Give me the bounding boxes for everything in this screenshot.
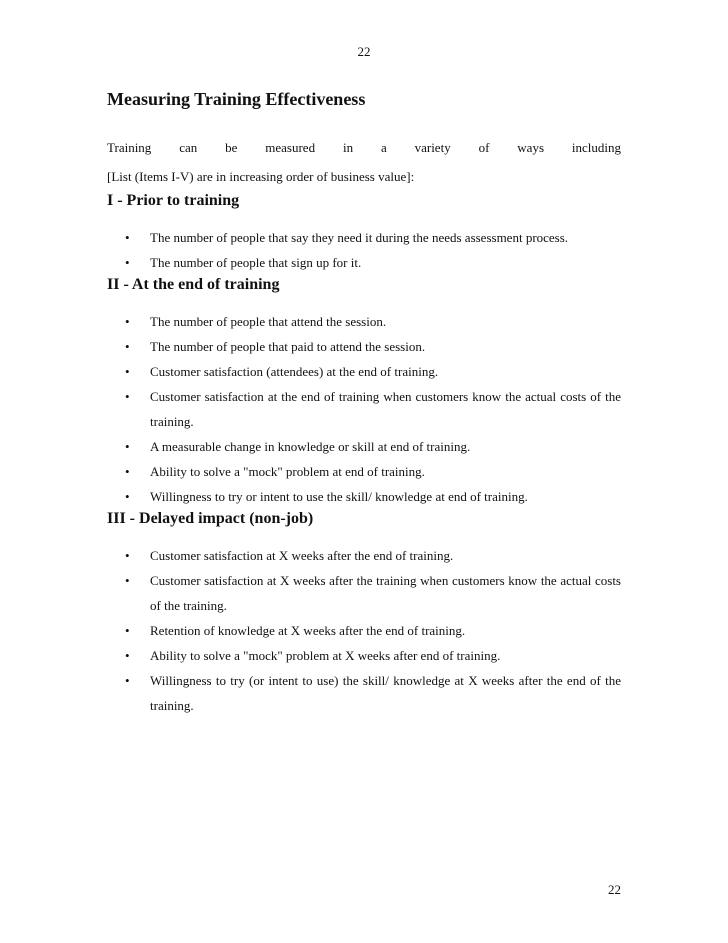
section-heading-delayed: III - Delayed impact (non-job) bbox=[107, 510, 314, 527]
bullet-icon: • bbox=[125, 364, 130, 379]
list-item-text: A measurable change in knowledge or skill at end of training. bbox=[150, 439, 471, 454]
list-item-text: The number of people that sign up for it. bbox=[150, 255, 362, 270]
bullet-icon: • bbox=[125, 623, 130, 638]
bullet-icon: • bbox=[125, 573, 130, 588]
section-heading-prior: I - Prior to training bbox=[107, 192, 240, 209]
list-item bbox=[107, 250, 621, 275]
page-number-top: 22 bbox=[357, 44, 371, 59]
page-title: Measuring Training Effectiveness bbox=[107, 89, 366, 109]
list-item-text: Willingness to try (or intent to use) the skill/ knowledge at X weeks after the end of the training. bbox=[150, 673, 621, 713]
list-item-text: Customer satisfaction at X weeks after the end of training. bbox=[150, 548, 454, 563]
bullet-icon: • bbox=[125, 314, 130, 329]
bullet-icon: • bbox=[125, 648, 130, 663]
list-item-text: Retention of knowledge at X weeks after the end of training. bbox=[150, 623, 466, 638]
bullet-list-prior bbox=[107, 225, 621, 275]
intro-line-2: [List (Items I-V) are in increasing order of business value]: bbox=[107, 169, 415, 184]
bullet-icon: • bbox=[125, 673, 130, 688]
bullet-icon: • bbox=[125, 255, 130, 270]
list-item-text: The number of people that paid to attend the session. bbox=[150, 339, 426, 354]
list-item-text: Ability to solve a "mock" problem at end of training. bbox=[150, 464, 425, 479]
section-heading-end: II - At the end of training bbox=[107, 276, 280, 293]
bullet-icon: • bbox=[125, 230, 130, 245]
page-content bbox=[107, 88, 621, 718]
bullet-icon: • bbox=[125, 339, 130, 354]
list-item bbox=[107, 643, 621, 668]
bullet-icon: • bbox=[125, 464, 130, 479]
page-number-bottom: 22 bbox=[608, 882, 621, 897]
list-item bbox=[107, 484, 621, 509]
list-item bbox=[107, 568, 621, 618]
list-item-text: Customer satisfaction at the end of training when customers know the actual costs of the training. bbox=[150, 389, 621, 429]
list-item-text: Ability to solve a "mock" problem at X weeks after end of training. bbox=[150, 648, 501, 663]
list-item-text: Customer satisfaction at X weeks after the training when customers know the actual costs of the training. bbox=[150, 573, 621, 613]
list-item bbox=[107, 334, 621, 359]
list-item bbox=[107, 543, 621, 568]
list-item-text: The number of people that attend the session. bbox=[150, 314, 387, 329]
list-item-text: Customer satisfaction (attendees) at the end of training. bbox=[150, 364, 439, 379]
list-item bbox=[107, 434, 621, 459]
list-item bbox=[107, 459, 621, 484]
list-item-text: Willingness to try or intent to use the skill/ knowledge at end of training. bbox=[150, 489, 528, 504]
bullet-icon: • bbox=[125, 389, 130, 404]
bullet-icon: • bbox=[125, 548, 130, 563]
intro-line-1: Training can be measured in a variety of ways including bbox=[107, 140, 621, 155]
list-item bbox=[107, 359, 621, 384]
list-item-text: The number of people that say they need it during the needs assessment process. bbox=[150, 230, 569, 245]
bullet-list-end bbox=[107, 309, 621, 509]
list-item bbox=[107, 309, 621, 334]
list-item bbox=[107, 668, 621, 718]
list-item bbox=[107, 618, 621, 643]
bullet-list-delayed bbox=[107, 543, 621, 718]
bullet-icon: • bbox=[125, 489, 130, 504]
list-item bbox=[107, 225, 621, 250]
bullet-icon: • bbox=[125, 439, 130, 454]
list-item bbox=[107, 384, 621, 434]
intro-paragraph bbox=[107, 133, 621, 191]
